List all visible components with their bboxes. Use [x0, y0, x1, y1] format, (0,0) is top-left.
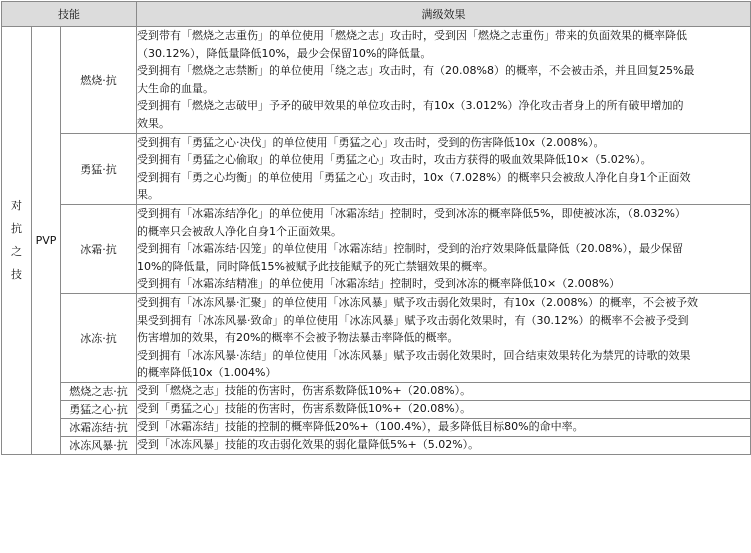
table-row: [2, 436, 751, 454]
effect-line: 效果。: [137, 116, 171, 130]
skill-name: 燃烧·抗: [61, 27, 137, 134]
category-char: 之: [11, 245, 22, 259]
skill-effect: 受到「燃烧之志」技能的伤害时，伤害系数降低10%+（20.08%）。: [137, 382, 751, 400]
skill-name: 冰霜·抗: [61, 204, 137, 293]
effect-line: 受到拥有「燃烧之志破甲」予矛的破甲效果的单位攻击时，有10x（3.012%）净化攻击者身上的所有破甲增加的: [137, 99, 684, 113]
skills-table: [1, 1, 751, 455]
category-char: 对: [11, 199, 22, 213]
skill-name: 燃烧之志·抗: [61, 382, 137, 400]
effect-line: 大生命的血量。: [137, 81, 215, 95]
mode-cell: PVP: [32, 27, 61, 455]
effect-line: 受到拥有「勇猛之心偷取」的单位使用「勇猛之心」攻击时，攻击方获得的吸血效果降低10×（5.02%）。: [137, 153, 652, 167]
skill-effect: [137, 27, 751, 134]
effect-line: （30.12%），降低量降低10%，最少会保留10%的降低量。: [137, 46, 432, 60]
skill-effect: [137, 133, 751, 204]
skill-name: 冰冻·抗: [61, 293, 137, 382]
header-effect: 满级效果: [137, 2, 751, 27]
skill-effect: 受到「勇猛之心」技能的伤害时，伤害系数降低10%+（20.08%）。: [137, 400, 751, 418]
effect-line: 的概率只会被敌人净化自身1个正面效果。: [137, 224, 343, 238]
table-row: [2, 382, 751, 400]
header-skill: 技能: [2, 2, 137, 27]
skill-effect: 受到「冰冻风暴」技能的攻击弱化效果的弱化量降低5%+（5.02%）。: [137, 436, 751, 454]
table-row: [2, 133, 751, 204]
effect-line: 果受到拥有「冰冻风暴·致命」的单位使用「冰冻风暴」赋予攻击弱化效果时，有（30.12%）的概率不会被予受到: [137, 313, 689, 327]
category-char: 抗: [11, 222, 22, 236]
skill-effect: [137, 293, 751, 382]
category-char: 技: [11, 268, 22, 282]
table-row: [2, 293, 751, 382]
effect-line: 受到拥有「冰霜冻结·囚笼」的单位使用「冰霜冻结」控制时，受到的治疗效果降低量降低（20.08%），最少保留: [137, 242, 683, 256]
effect-line: 受到拥有「冰冻风暴·汇聚」的单位使用「冰冻风暴」赋予攻击弱化效果时，有10x（2.008%）的概率，不会被予效: [137, 295, 698, 309]
effect-line: 受到拥有「冰霜冻结精准」的单位使用「冰霜冻结」控制时，受到冰冻的概率降低10×（2.008%）: [137, 277, 621, 291]
effect-line: 受到拥有「冰冻风暴·冻结」的单位使用「冰冻风暴」赋予攻击弱化效果时，回合结束效果转化为禁咒的诗歌的效果: [137, 348, 691, 362]
skill-effect: [137, 204, 751, 293]
skill-effect: 受到「冰霜冻结」技能的控制的概率降低20%+（100.4%），最多降低目标80%的命中率。: [137, 418, 751, 436]
table-row: [2, 204, 751, 293]
effect-line: 的概率降低10x（1.004%）: [137, 366, 277, 380]
effect-line: 受到拥有「勇猛之心·决伐」的单位使用「勇猛之心」攻击时，受到的伤害降低10x（2.008%）。: [137, 135, 605, 149]
effect-line: 伤害增加的效果，有20%的概率不会被予物法暴击率降低的概率。: [137, 331, 459, 345]
table-row: [2, 418, 751, 436]
skill-name: 勇猛之心·抗: [61, 400, 137, 418]
skill-name: 勇猛·抗: [61, 133, 137, 204]
table-row: [2, 400, 751, 418]
effect-line: 受到带有「燃烧之志重伤」的单位使用「燃烧之志」攻击时，受到因「燃烧之志重伤」带来的负面效果的概率降低: [137, 29, 688, 42]
effect-line: 果。: [137, 188, 160, 202]
effect-line: 受到拥有「冰霜冻结净化」的单位使用「冰霜冻结」控制时，受到冰冻的概率降低5%，即使被冰冻，（8.032%）: [137, 206, 686, 220]
table-row: [2, 27, 751, 134]
effect-line: 受到拥有「燃烧之志禁断」的单位使用「绕之志」攻击时，有（20.08%8）的概率，不会被击杀，并且回复25%最: [137, 64, 695, 78]
category-cell: [2, 27, 32, 455]
header-row: [2, 2, 751, 27]
skill-name: 冰霜冻结·抗: [61, 418, 137, 436]
skill-name: 冰冻风暴·抗: [61, 436, 137, 454]
effect-line: 受到拥有「勇之心均衡」的单位使用「勇猛之心」攻击时，10x（7.028%）的概率只会被敌人净化自身1个正面效: [137, 170, 691, 184]
effect-line: 10%的降低量，同时降低15%被赋予此技能赋予的死亡禁锢效果的概率。: [137, 259, 494, 273]
